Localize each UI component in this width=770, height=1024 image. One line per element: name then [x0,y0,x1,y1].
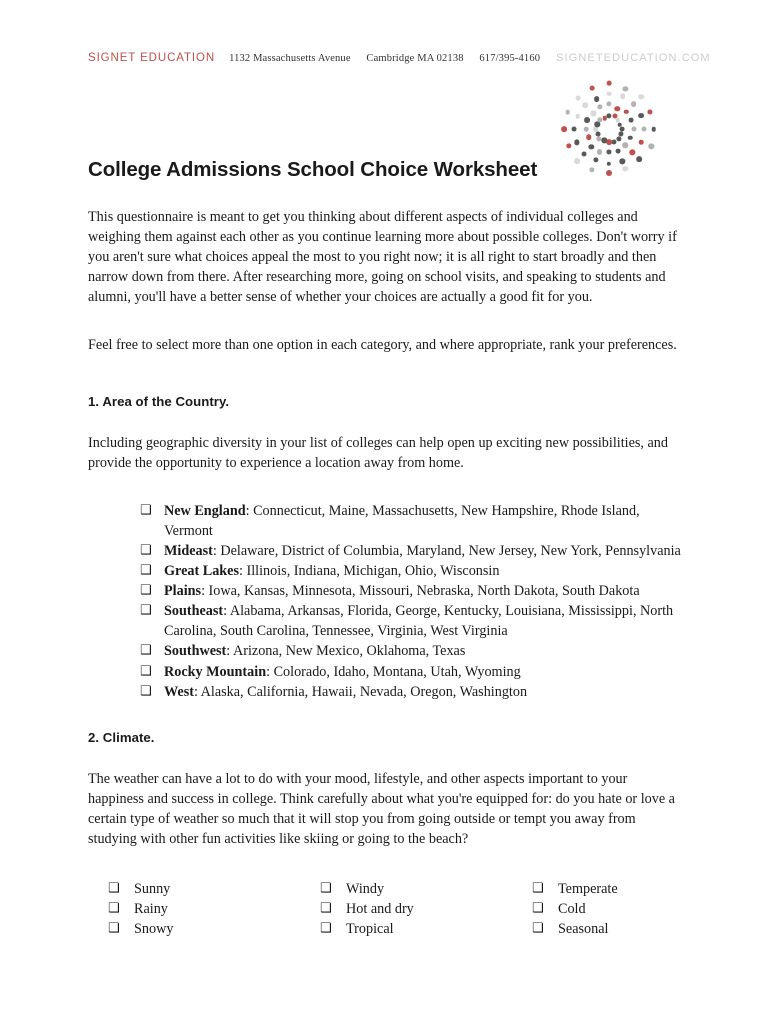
logo-dot [607,81,612,86]
region-name-label: New England [164,502,246,519]
logo-dot [591,111,596,116]
climate-option-item[interactable] [320,879,532,899]
logo-dot [565,110,570,115]
checkbox-icon[interactable]: ❑ [140,663,152,679]
checkbox-icon[interactable]: ❑ [140,643,152,659]
brand-city-state-zip: Cambridge MA 02138 [366,53,464,64]
logo-dot [595,122,600,127]
logo-dot [594,157,599,162]
checkbox-icon[interactable]: ❑ [108,921,120,937]
logo-dot [602,116,607,121]
checkbox-icon[interactable]: ❑ [108,881,120,897]
logo-dot [641,126,646,131]
logo-dot [572,127,577,132]
checkbox-icon[interactable]: ❑ [140,502,152,518]
intro-paragraph-2: Feel free to select more than one option in each category, and where appropriate, rank your preferences. [88,337,677,354]
climate-column [320,879,532,939]
region-states-label: : Arizona, New Mexico, Oklahoma, Texas [226,643,466,660]
region-list-item[interactable] [140,662,682,682]
logo-dot [651,127,656,132]
climate-option-item[interactable] [320,899,532,919]
logo-dot [628,135,633,140]
logo-dot [606,149,611,154]
climate-option-item[interactable] [108,899,320,919]
region-name-label: Great Lakes [164,563,240,580]
logo-dot [606,139,612,145]
brand-contact-info [229,53,540,64]
region-name-label: Southwest [164,643,227,660]
region-list-item[interactable] [140,541,682,561]
checkbox-icon[interactable]: ❑ [532,881,544,897]
logo-dot [574,158,580,164]
section-heading-climate: 2. Climate. [88,729,155,745]
logo-dot [593,126,599,132]
logo-dot [623,143,628,148]
brand-phone: 617/395-4160 [479,53,541,64]
climate-option-label: Windy [346,881,385,898]
brand-name: SIGNET EDUCATION [88,52,216,64]
logo-dot [607,92,612,97]
logo-dot [597,104,602,109]
logo-dot [630,150,635,155]
region-list-item[interactable] [140,581,682,601]
logo-dot [648,144,653,149]
region-name-label: West [164,683,194,700]
logo-dot [620,159,625,164]
list-spacer [88,491,682,501]
section-spacer-2 [88,702,682,730]
logo-dot [589,144,594,149]
region-states-label: : Colorado, Idaho, Montana, Utah, Wyoming [266,663,521,680]
region-states-label: : Iowa, Kansas, Minnesota, Missouri, Nebraska, North Dakota, South Dakota [201,583,640,600]
logo-dot [648,109,653,114]
checkbox-icon[interactable]: ❑ [140,683,152,699]
climate-option-label: Cold [558,901,586,918]
logo-dot [594,96,600,102]
logo-dot [606,113,611,118]
region-list-item[interactable] [140,561,682,581]
intro-paragraph-1: This questionnaire is meant to get you thinking about different aspects of individual colleges and weighing them against each other as you continue learning more about possible colleges. Don't worry if you aren't sure what choices appeal the most to you right now; it is all right to start broadly and then narrow down from there. After researching more, going on school visits, and speaking to students and alumni, you'll have a better sense of whether your choices are actually a good fit for you. [88,209,677,306]
checkbox-icon[interactable]: ❑ [108,901,120,917]
logo-dot [624,109,628,113]
checkbox-icon[interactable]: ❑ [140,563,152,579]
document-body [88,207,682,939]
brand-street-address: 1132 Massachusetts Avenue [229,53,351,64]
logo-dot [631,102,637,108]
climate-option-label: Sunny [134,881,171,898]
logo-dot [615,106,620,111]
logo-dot [590,86,595,91]
climate-option-label: Rainy [134,901,168,918]
checkbox-icon[interactable]: ❑ [532,901,544,917]
logo-dot [596,137,601,142]
climate-checklist [88,879,682,939]
logo-dot [623,166,628,171]
region-checklist [88,501,682,702]
checkbox-icon[interactable]: ❑ [320,901,332,917]
climate-spacer [88,867,682,877]
region-name-label: Southeast [164,603,224,620]
logo-dot [638,113,644,119]
brand-website-url: SIGNETEDUCATION.COM [556,52,711,64]
checkbox-icon[interactable]: ❑ [320,921,332,937]
logo-dot [607,162,611,166]
logo-dot [582,151,587,156]
paragraph-spacer [88,325,682,335]
logo-dot [629,117,634,122]
logo-dot [623,87,628,92]
climate-option-item[interactable] [320,919,532,939]
checkbox-icon[interactable]: ❑ [140,542,152,558]
logo-dot [576,96,581,101]
climate-option-label: Snowy [134,921,174,938]
logo-dot [606,101,611,106]
section-spacer [88,374,682,394]
checkbox-icon[interactable]: ❑ [532,921,544,937]
logo-dot [586,135,591,140]
climate-option-item[interactable] [532,919,618,939]
region-name-label: Plains [164,583,202,600]
section-heading-area-of-country: 1. Area of the Country. [88,393,230,409]
climate-option-label: Seasonal [558,921,609,938]
region-states-label: : Alabama, Arkansas, Florida, George, Kentucky, Louisiana, Mississippi, North Carolina, South Carolina, Tennessee, Virginia, West Virginia [164,603,674,640]
logo-dot [639,140,644,145]
logo-dot [606,170,612,176]
climate-column [532,879,618,939]
logo-dot [566,143,571,148]
region-list-item[interactable] [140,641,682,661]
logo-dot [561,126,567,132]
logo-dot [584,127,589,132]
checkbox-icon[interactable]: ❑ [140,603,152,619]
climate-option-label: Hot and dry [346,901,414,918]
logo-dot [584,117,590,123]
logo-dot [616,148,621,153]
climate-column [108,879,320,939]
section-description-area-of-country: Including geographic diversity in your list of colleges can help open up exciting new possibilities, and provide the opportunity to experience a location away from home. [88,434,668,471]
logo-dot [589,167,594,172]
region-states-label: : Delaware, District of Columbia, Maryland, New Jersey, New York, Pennsylvania [212,542,681,559]
page-title: College Admissions School Choice Worksheet [88,158,538,181]
logo-dot [582,102,588,108]
climate-option-label: Temperate [558,881,618,898]
logo-dot [574,140,579,145]
region-states-label: : Connecticut, Maine, Massachusetts, New Hampshire, Rhode Island, Vermont [164,502,640,539]
checkbox-icon[interactable]: ❑ [320,881,332,897]
logo-dot [617,137,622,142]
logo-dot [612,139,617,144]
region-list-item[interactable] [140,682,682,702]
signet-sunburst-logo-icon [557,80,661,178]
logo-dot [575,114,580,119]
region-states-label: : Illinois, Indiana, Michigan, Ohio, Wisconsin [239,563,500,580]
logo-dot [597,149,603,155]
climate-option-item[interactable] [532,879,618,899]
logo-dot [637,157,643,163]
climate-option-label: Tropical [346,921,394,938]
page-masthead [88,52,711,64]
logo-dot [638,94,644,100]
region-list-item[interactable] [140,501,682,541]
region-states-label: : Alaska, California, Hawaii, Nevada, Oregon, Washington [193,683,528,700]
section-description-climate: The weather can have a lot to do with your mood, lifestyle, and other aspects important to your happiness and success in college. Think carefully about what you're equipped for: do you hate or love a certain type of weather so much that it will stop you from going outside or tempt you away from studying with other fun activities like skiing or going to the beach? [88,770,675,847]
climate-option-item[interactable] [108,919,320,939]
logo-dot [631,127,636,132]
climate-option-item[interactable] [108,879,320,899]
checkbox-icon[interactable]: ❑ [140,583,152,599]
logo-dot [620,94,626,100]
region-name-label: Mideast [164,542,213,559]
region-list-item[interactable] [140,601,682,641]
climate-option-item[interactable] [532,899,618,919]
region-name-label: Rocky Mountain [164,663,267,680]
